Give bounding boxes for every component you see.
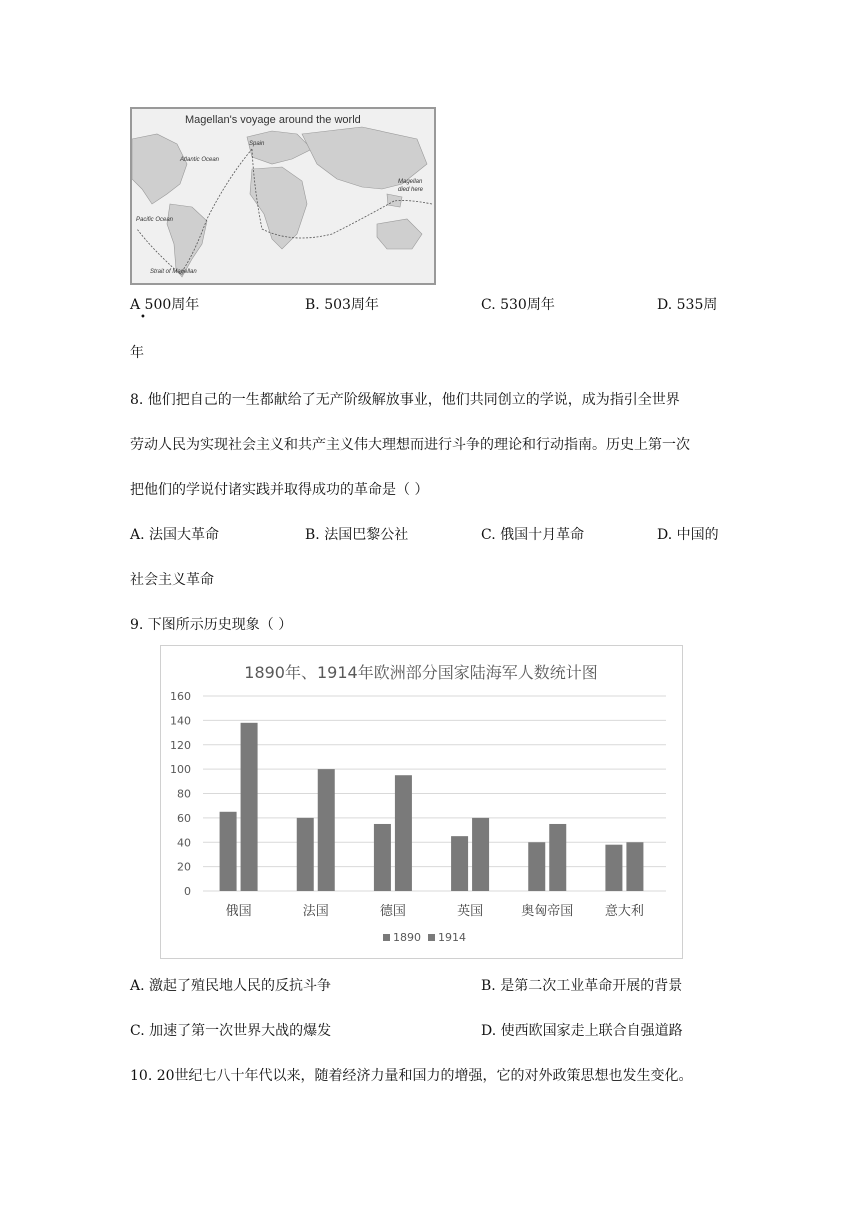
map-label-atlantic: Atlantic Ocean <box>180 157 220 163</box>
bar-1914 <box>395 775 412 891</box>
bar-1914 <box>241 723 258 891</box>
q8-option-a: A. 法国大革命 <box>130 527 220 543</box>
map-label-spain: Spain <box>249 141 265 147</box>
q8-stem-line1: 8. 他们把自己的一生都献给了无产阶级解放事业，他们共同创立的学说，成为指引全世界 <box>130 392 680 408</box>
x-tick-label: 俄国 <box>225 904 252 919</box>
q10-stem: 10. 20世纪七八十年代以来，随着经济力量和国力的增强，它的对外政策思想也发生变化。 <box>130 1068 693 1084</box>
bar-1890 <box>605 845 622 891</box>
q7-option-a: A 500周年 <box>130 297 200 313</box>
map-label-strait: Strait of Magellan <box>150 269 197 275</box>
military-size-chart <box>160 645 683 959</box>
legend-swatch-1914 <box>428 934 435 941</box>
map-label-pacific: Pacific Ocean <box>136 217 174 223</box>
legend-label-1890: 1890 <box>393 931 421 944</box>
world-map-graphic <box>132 109 434 283</box>
q9-option-d: D. 使西欧国家走上联合自强道路 <box>481 1023 683 1039</box>
chart-title: 1890年、1914年欧洲部分国家陆海军人数统计图 <box>244 663 598 682</box>
q9-option-a: A. 激起了殖民地人民的反抗斗争 <box>130 978 332 994</box>
bar-1890 <box>374 824 391 891</box>
q8-option-d-wrap: 社会主义革命 <box>130 572 214 588</box>
dot-mark: • <box>140 312 146 323</box>
q9-option-b: B. 是第二次工业革命开展的背景 <box>481 978 683 994</box>
map-title: Magellan's voyage around the world <box>185 114 361 126</box>
bar-1914 <box>318 769 335 891</box>
y-tick-label: 140 <box>170 714 191 728</box>
q8-option-b: B. 法国巴黎公社 <box>305 527 409 543</box>
y-tick-label: 0 <box>184 885 191 898</box>
bar-1890 <box>528 842 545 891</box>
bar-1914 <box>549 824 566 891</box>
magellan-voyage-map <box>130 107 436 285</box>
y-tick-label: 80 <box>177 787 191 801</box>
q9-stem: 9. 下图所示历史现象（ ） <box>130 617 293 633</box>
q7-option-d-wrap: 年 <box>130 345 144 361</box>
y-tick-label: 20 <box>177 860 191 874</box>
q7-option-b: B. 503周年 <box>305 297 379 313</box>
q9-option-c: C. 加速了第一次世界大战的爆发 <box>130 1023 332 1039</box>
y-tick-label: 160 <box>170 690 191 703</box>
map-label-magellan-died-1: Magellan <box>398 179 423 185</box>
q8-stem-line3: 把他们的学说付诸实践并取得成功的革命是（ ） <box>130 482 429 498</box>
bar-chart-svg <box>161 646 682 958</box>
y-tick-label: 100 <box>170 763 191 777</box>
y-tick-label: 120 <box>170 738 191 752</box>
bar-1914 <box>626 842 643 891</box>
x-tick-label: 德国 <box>379 904 406 919</box>
q7-option-c: C. 530周年 <box>481 297 555 313</box>
y-tick-label: 60 <box>177 811 191 825</box>
q8-option-c: C. 俄国十月革命 <box>481 527 585 543</box>
bar-1890 <box>451 836 468 891</box>
q8-option-d: D. 中国的 <box>657 527 719 543</box>
q7-option-d: D. 535周 <box>657 297 718 313</box>
x-tick-label: 法国 <box>302 904 329 919</box>
legend-label-1914: 1914 <box>438 931 466 944</box>
bar-1890 <box>297 818 314 891</box>
x-tick-label: 意大利 <box>604 904 644 919</box>
map-label-magellan-died-2: died here <box>398 187 424 193</box>
x-tick-label: 英国 <box>457 904 484 919</box>
bar-1890 <box>220 812 237 891</box>
bar-1914 <box>472 818 489 891</box>
y-tick-label: 40 <box>177 836 191 850</box>
x-tick-label: 奥匈帝国 <box>521 904 574 919</box>
legend-swatch-1890 <box>383 934 390 941</box>
q8-stem-line2: 劳动人民为实现社会主义和共产主义伟大理想而进行斗争的理论和行动指南。历史上第一次 <box>130 437 690 453</box>
